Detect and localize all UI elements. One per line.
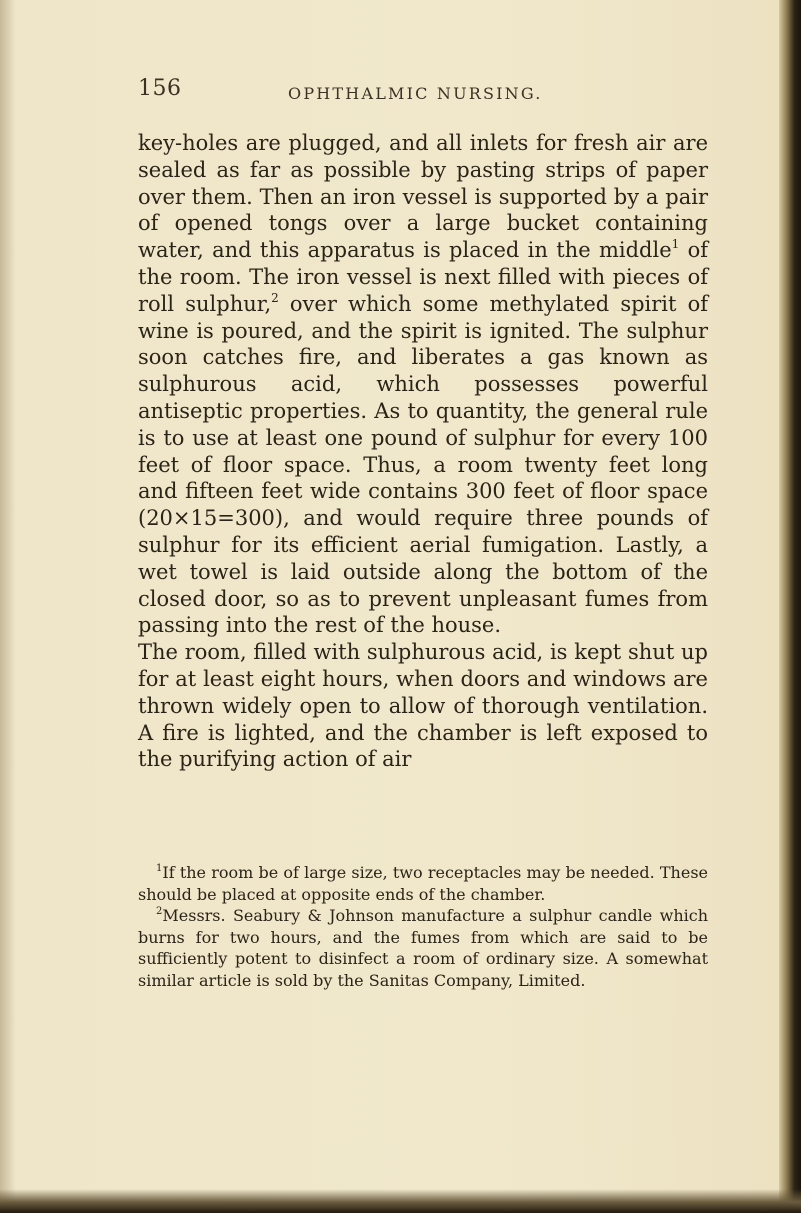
footnote-1-text: If the room be of large size, two receptacles may be needed. These should be placed at opposite ends of the chamber.: [138, 863, 708, 904]
footnotes: [138, 862, 708, 991]
footnote-ref-1: 1: [671, 237, 680, 252]
footnote-2-text: Messrs. Seabury & Johnson manufacture a sulphur candle which burns for two hours, and the fumes from which are said to be sufficiently potent to disinfect a room of ordinary size. A somewhat similar article is sold by the Sanitas Company, Limited.: [138, 906, 708, 990]
page-gutter-shadow: [0, 0, 16, 1213]
footnote-2: [138, 905, 708, 991]
footnote-2-marker: 2: [156, 906, 163, 917]
book-spine-edge: [779, 0, 801, 1213]
running-head: OPHTHALMIC NURSING.: [288, 84, 543, 103]
paragraph-1-part-c: over which some methylated spirit of wine is poured, and the spirit is ignited. The sulphur soon catches fire, and liberates a gas known as sulphurous acid, which possesses powerful antiseptic properties. As to quantity, the general rule is to use at least one pound of sulphur for every 100 feet of floor space. Thus, a room twenty feet long and fifteen feet wide contains 300 feet of floor space (20×15=300), and would require three pounds of sulphur for its efficient aerial fumigation. Lastly, a wet towel is laid outside along the bottom of the closed door, so as to prevent unpleasant fumes from passing into the rest of the house.: [138, 291, 708, 638]
paragraph-1-part-a: key-holes are plugged, and all inlets for fresh air are sealed as far as possible by pasting strips of paper over them. Then an iron vessel is supported by a pair of opened tongs over a large bucket containing water, and this apparatus is placed in the middle: [138, 131, 708, 263]
main-text: [138, 130, 708, 773]
paragraph-1: [138, 130, 708, 639]
footnote-1-marker: 1: [156, 863, 163, 874]
footnote-ref-2: 2: [271, 290, 279, 305]
footnote-1: [138, 862, 708, 905]
page-number: 156: [138, 76, 182, 101]
page-header: [138, 76, 708, 106]
paragraph-1-part-b: of the room. The iron vessel is next filled with pieces of roll sulphur,: [138, 238, 709, 316]
paragraph-2: The room, filled with sulphurous acid, is kept shut up for at least eight hours, when doors and windows are thrown widely open to allow of thorough ventilation. A fire is lighted, and the chamber is left exposed to the purifying action of air: [138, 640, 708, 772]
page-bottom-edge: [0, 1189, 801, 1213]
